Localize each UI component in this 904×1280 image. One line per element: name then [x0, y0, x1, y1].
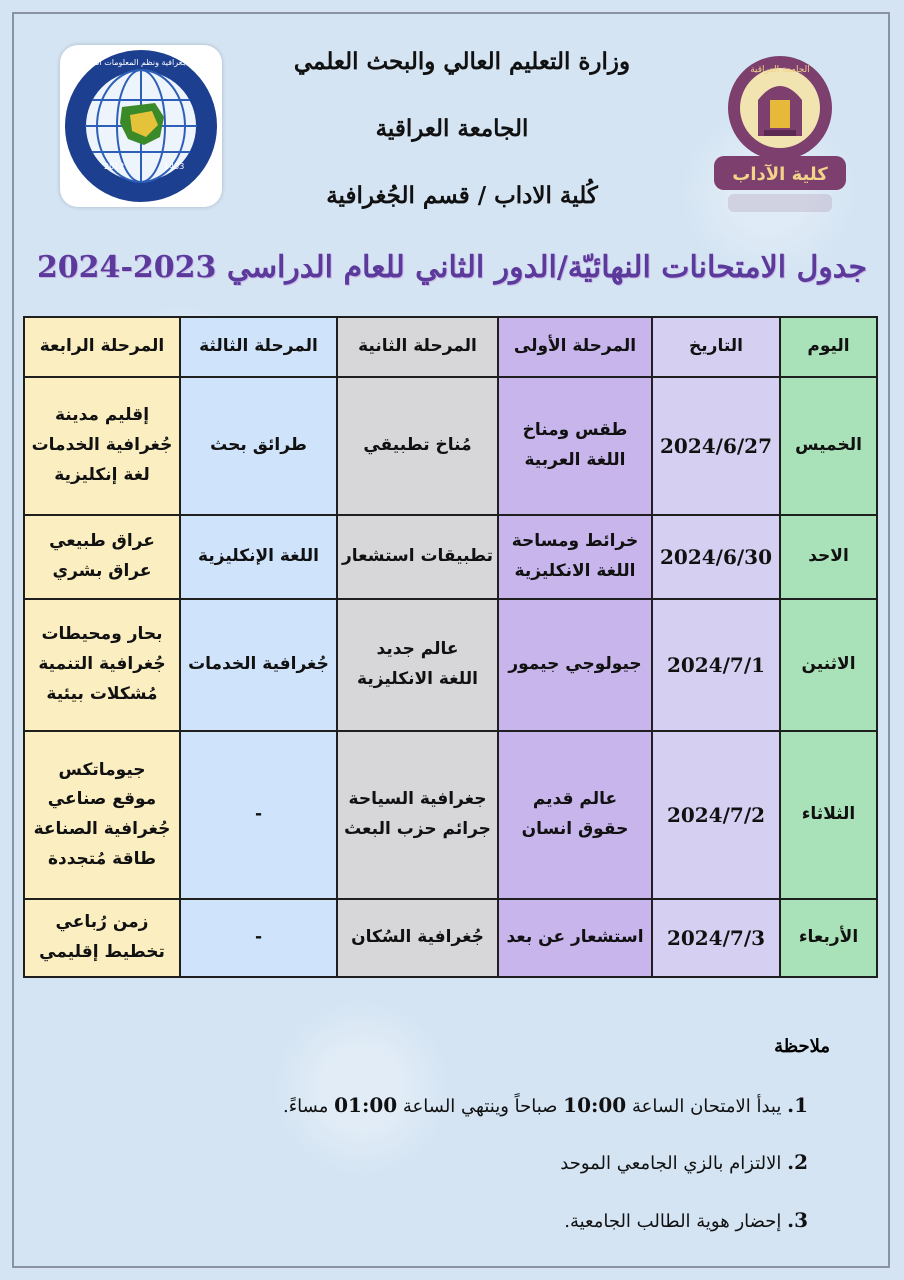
- stage-1-cell: استشعار عن بعد: [498, 899, 652, 977]
- notes-title: ملاحظة: [774, 1036, 830, 1057]
- note-item-3: 3. إحضار هوية الطالب الجامعية.: [564, 1208, 808, 1232]
- stage-2-cell: عالم جديد اللغة الانكليزية: [337, 599, 498, 731]
- header-stage-3: المرحلة الثالثة: [180, 317, 337, 377]
- stage-3-cell: طرائق بحث: [180, 377, 337, 515]
- table-row: [24, 731, 877, 899]
- date-cell: 2024/6/30: [652, 515, 780, 599]
- stage-3-cell: -: [180, 731, 337, 899]
- table-row: [24, 515, 877, 599]
- stage-2-cell: جغرافية السياحة جرائم حزب البعث: [337, 731, 498, 899]
- stage-4-cell: عراق طبيعي عراق بشري: [24, 515, 180, 599]
- stage-2-cell: مُناخ تطبيقي: [337, 377, 498, 515]
- stage-1-cell: عالم قديم حقوق انسان: [498, 731, 652, 899]
- header-stage-1: المرحلة الأولى: [498, 317, 652, 377]
- table-body: [24, 377, 877, 977]
- note-item-1: 1. يبدأ الامتحان الساعة 10:00 صباحاً وينتهي الساعة 01:00 مساءً.: [283, 1093, 808, 1117]
- logo-left-caption: قسم الجغرافية ونظم المعلومات الجغرافية: [70, 58, 212, 67]
- header-day: اليوم: [780, 317, 877, 377]
- header-stage-4: المرحلة الرابعة: [24, 317, 180, 377]
- date-cell: 2024/7/2: [652, 731, 780, 899]
- stage-3-cell: جُغرافية الخدمات: [180, 599, 337, 731]
- exam-schedule-table: [23, 316, 878, 978]
- ministry-heading: وزارة التعليم العالي والبحث العلمي: [293, 48, 631, 75]
- stage-2-cell: تطبيقات استشعار: [337, 515, 498, 599]
- logo-right-top: الجامعة العراقية: [750, 65, 810, 75]
- day-cell: الاحد: [780, 515, 877, 599]
- day-cell: الأربعاء: [780, 899, 877, 977]
- logo-year-left: 2012: [104, 162, 125, 171]
- stage-3-cell: -: [180, 899, 337, 977]
- stage-3-cell: اللغة الإنكليزية: [180, 515, 337, 599]
- date-cell: 2024/7/3: [652, 899, 780, 977]
- university-heading: الجامعة العراقية: [375, 115, 529, 142]
- header-stage-2: المرحلة الثانية: [337, 317, 498, 377]
- table-header-row: [24, 317, 877, 377]
- logo-year-right: 1433: [164, 162, 185, 171]
- stage-4-cell: إقليم مدينة جُغرافية الخدمات لغة إنكليزية: [24, 377, 180, 515]
- header-date: التاريخ: [652, 317, 780, 377]
- stage-1-cell: خرائط ومساحة اللغة الانكليزية: [498, 515, 652, 599]
- date-cell: 2024/7/1: [652, 599, 780, 731]
- day-cell: الثلاثاء: [780, 731, 877, 899]
- table-row: [24, 599, 877, 731]
- stage-2-cell: جُغرافية السُكان: [337, 899, 498, 977]
- day-cell: الاثنين: [780, 599, 877, 731]
- day-cell: الخميس: [780, 377, 877, 515]
- logo-right-caption: كلية الآداب: [732, 164, 828, 185]
- stage-1-cell: جيولوجي جيمور: [498, 599, 652, 731]
- stage-4-cell: جيوماتكس موقع صناعي جُغرافية الصناعة طاقة مُتجددة: [24, 731, 180, 899]
- schedule-title: جدول الامتحانات النهائيّة/الدور الثاني للعام الدراسي 2023-2024: [36, 250, 868, 285]
- date-cell: 2024/6/27: [652, 377, 780, 515]
- stage-4-cell: زمن رُباعي تخطيط إقليمي: [24, 899, 180, 977]
- table-row: [24, 899, 877, 977]
- note-item-2: 2. الالتزام بالزي الجامعي الموحد: [560, 1150, 808, 1174]
- stage-4-cell: بحار ومحيطات جُغرافية التنمية مُشكلات بيئية: [24, 599, 180, 731]
- college-department-heading: كُلية الاداب / قسم الجُغرافية: [326, 182, 598, 209]
- table-row: [24, 377, 877, 515]
- stage-1-cell: طقس ومناخ اللغة العربية: [498, 377, 652, 515]
